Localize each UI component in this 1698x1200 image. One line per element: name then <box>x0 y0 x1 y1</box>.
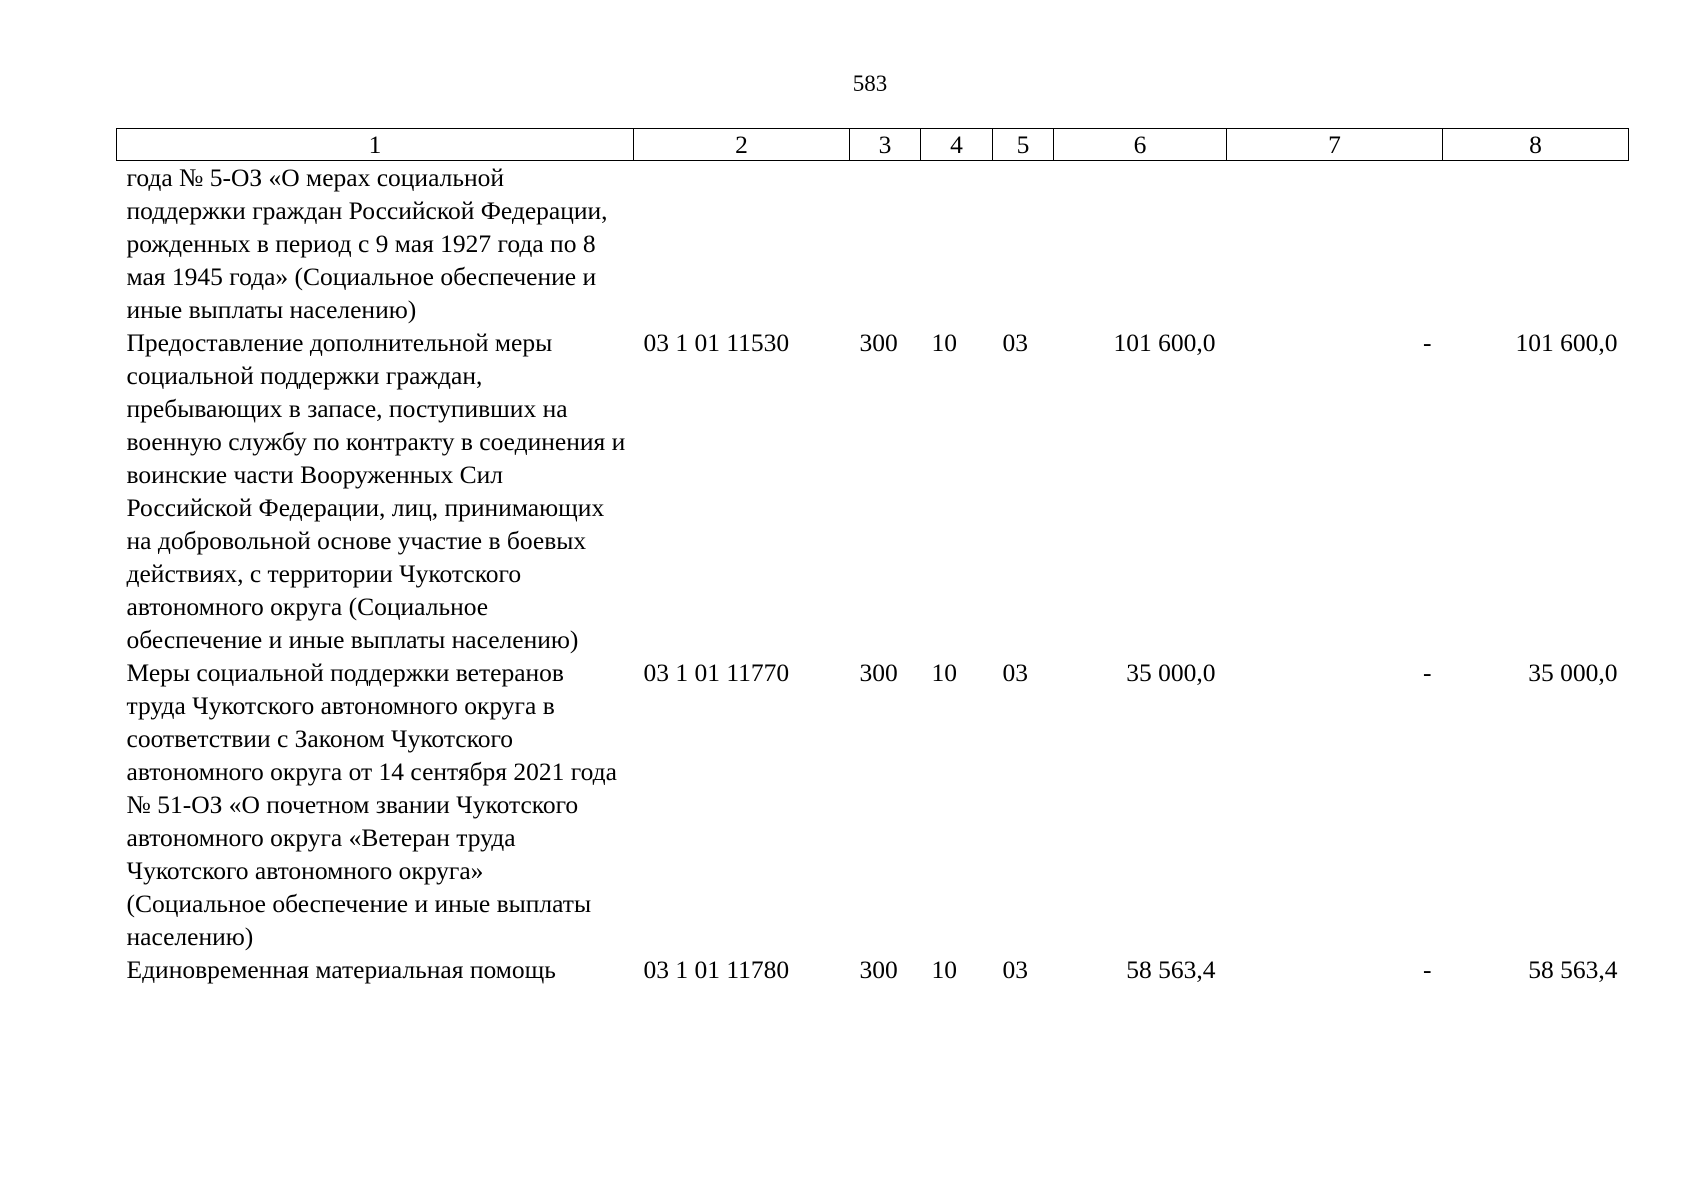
row-col6: 101 600,0 <box>1113 328 1216 357</box>
row-subsection: 03 <box>1002 328 1028 357</box>
header-row <box>117 129 1629 161</box>
row-code: 03 1 01 11770 <box>643 658 790 687</box>
row-code <box>634 161 850 327</box>
page-number: 583 <box>852 71 888 96</box>
row-section <box>921 161 993 327</box>
row-expense-type <box>850 161 921 327</box>
row-name: Единовременная материальная помощь <box>126 955 556 984</box>
table-row <box>117 161 1629 327</box>
row-col8: 35 000,0 <box>1528 658 1618 687</box>
row-col7: - <box>1423 658 1432 687</box>
row-expense-type: 300 <box>859 658 898 687</box>
row-code: 03 1 01 11530 <box>643 328 790 357</box>
budget-table <box>116 128 1629 986</box>
row-col7 <box>1227 161 1443 327</box>
row-section: 10 <box>931 658 957 687</box>
header-col-6: 6 <box>1054 129 1227 161</box>
row-subsection: 03 <box>1002 658 1028 687</box>
row-col8: 101 600,0 <box>1515 328 1618 357</box>
table-row <box>117 953 1629 986</box>
header-col-8: 8 <box>1443 129 1629 161</box>
table-row <box>117 656 1629 953</box>
row-code: 03 1 01 11780 <box>643 955 790 984</box>
table-header <box>117 129 1629 161</box>
row-col8 <box>1443 161 1629 327</box>
row-col7: - <box>1423 328 1432 357</box>
header-col-4: 4 <box>921 129 993 161</box>
header-col-7: 7 <box>1227 129 1443 161</box>
row-col6: 35 000,0 <box>1126 658 1216 687</box>
table-row <box>117 326 1629 656</box>
row-subsection: 03 <box>1002 955 1028 984</box>
row-name: Меры социальной поддержки ветеранов труда Чукотского автономного округа в соответствии с Законом Чукотского автономного округа от 14 сентября 2021 года № 51-ОЗ «О почетном звании Чукотского автономного округа «Ветеран труда Чукотского автономного округа» (Социальное обеспечение и иные выплаты населению) <box>126 658 617 951</box>
row-expense-type: 300 <box>859 328 898 357</box>
row-col6: 58 563,4 <box>1126 955 1216 984</box>
row-section: 10 <box>931 955 957 984</box>
table-body <box>117 161 1629 987</box>
row-section: 10 <box>931 328 957 357</box>
row-name: года № 5-ОЗ «О мерах социальной поддержки граждан Российской Федерации, рожденных в период с 9 мая 1927 года по 8 мая 1945 года» (Социальное обеспечение и иные выплаты населению) <box>126 163 608 324</box>
header-col-3: 3 <box>850 129 921 161</box>
row-subsection <box>993 161 1054 327</box>
header-col-2: 2 <box>634 129 850 161</box>
row-col7: - <box>1423 955 1432 984</box>
row-col8: 58 563,4 <box>1528 955 1618 984</box>
row-expense-type: 300 <box>859 955 898 984</box>
header-col-1: 1 <box>117 129 634 161</box>
row-name: Предоставление дополнительной меры социальной поддержки граждан, пребывающих в запасе, поступивших на военную службу по контракту в соединения и воинские части Вооруженных Сил Российской Федерации, лиц, принимающих на добровольной основе участие в боевых действиях, с территории Чукотского автономного округа (Социальное обеспечение и иные выплаты населению) <box>126 328 626 654</box>
row-col6 <box>1054 161 1227 327</box>
header-col-5: 5 <box>993 129 1054 161</box>
